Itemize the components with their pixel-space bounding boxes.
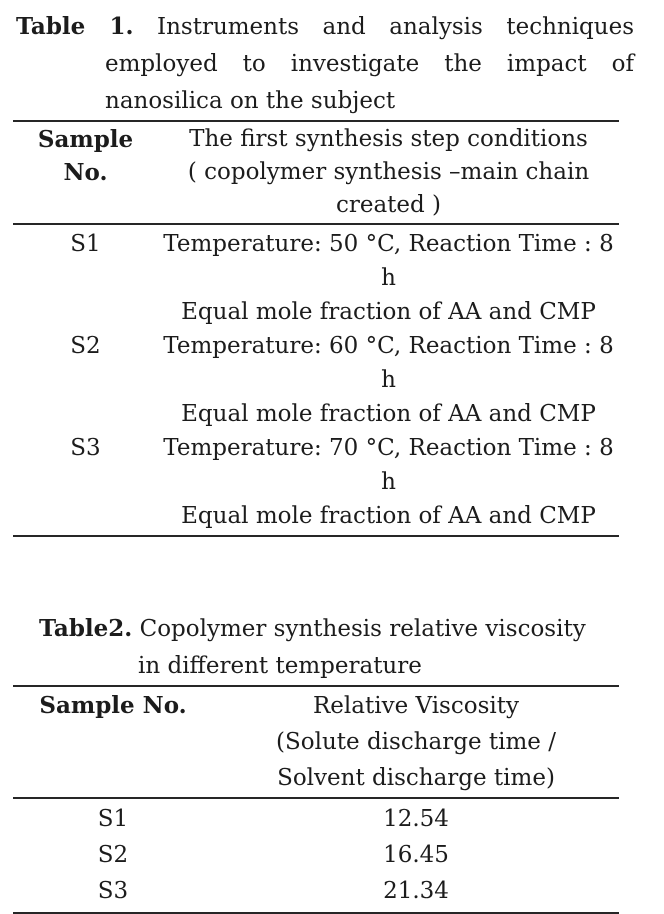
table1-header-sample-line2: No. <box>63 159 108 186</box>
conditions-line1: Temperature: 70 °C, Reaction Time : 8 h <box>163 435 614 495</box>
viscosity-value-cell: 12.54 <box>383 806 449 832</box>
viscosity-value-cell: 21.34 <box>383 878 449 904</box>
sample-cell: S3 <box>70 435 101 461</box>
table1-header-conditions-line2: ( copolymer synthesis –main chain <box>187 159 590 185</box>
table1-header-conditions-line1: The first synthesis step conditions <box>189 126 588 152</box>
table1-header-conditions <box>158 123 619 222</box>
table2-caption <box>39 610 634 685</box>
table-row <box>13 801 619 837</box>
conditions-cell <box>158 329 619 431</box>
table2-caption-line2: in different temperature <box>138 653 422 679</box>
table1-caption <box>16 8 634 120</box>
conditions-line1: Temperature: 60 °C, Reaction Time : 8 h <box>163 333 614 393</box>
sample-cell: S1 <box>97 806 129 832</box>
table-row <box>13 873 619 909</box>
table1-header-conditions-line3: created ) <box>335 192 442 218</box>
table1-body <box>13 225 619 535</box>
table2-header-viscosity-line1: Relative Viscosity <box>312 693 519 719</box>
sample-cell: S2 <box>97 842 129 868</box>
table1-header-row <box>13 122 619 225</box>
table1-caption-line3: nanosilica on the subject <box>105 88 396 114</box>
conditions-cell <box>158 227 619 329</box>
conditions-cell <box>158 431 619 533</box>
table1-caption-label: Table 1. <box>16 13 134 40</box>
conditions-line2: Equal mole fraction of AA and CMP <box>181 401 596 427</box>
sample-cell: S1 <box>70 231 101 257</box>
table-row <box>13 431 619 533</box>
table2 <box>13 685 619 914</box>
table1-caption-line1 <box>16 8 634 46</box>
table2-header-viscosity-line3: Solvent discharge time) <box>277 765 555 791</box>
sample-cell: S3 <box>97 878 129 904</box>
conditions-line1: Temperature: 50 °C, Reaction Time : 8 h <box>163 231 614 291</box>
sample-cell: S2 <box>70 333 101 359</box>
table-row <box>13 329 619 431</box>
table2-header-sample-no: Sample No. <box>39 692 187 719</box>
table1-caption-line2: employed to investigate the impact of <box>105 51 634 77</box>
table2-caption-label: Table2. <box>39 615 133 642</box>
table-row <box>13 837 619 873</box>
table1-header-sample-no <box>13 123 158 222</box>
table2-caption-line1 <box>39 610 634 648</box>
conditions-line2: Equal mole fraction of AA and CMP <box>181 503 596 529</box>
table-row <box>13 227 619 329</box>
table2-header-row <box>13 687 619 799</box>
table1-caption-line1-text: Instruments and analysis techniques <box>157 14 635 40</box>
table2-body <box>13 799 619 912</box>
table2-caption-line1-text: Copolymer synthesis relative viscosity <box>139 616 586 642</box>
table1-header-sample-line1: Sample <box>37 126 134 153</box>
table2-header-viscosity <box>213 688 619 796</box>
table1 <box>13 120 619 537</box>
conditions-line2: Equal mole fraction of AA and CMP <box>181 299 596 325</box>
viscosity-value-cell: 16.45 <box>383 842 449 868</box>
table2-header-viscosity-line2: (Solute discharge time / <box>276 729 556 755</box>
